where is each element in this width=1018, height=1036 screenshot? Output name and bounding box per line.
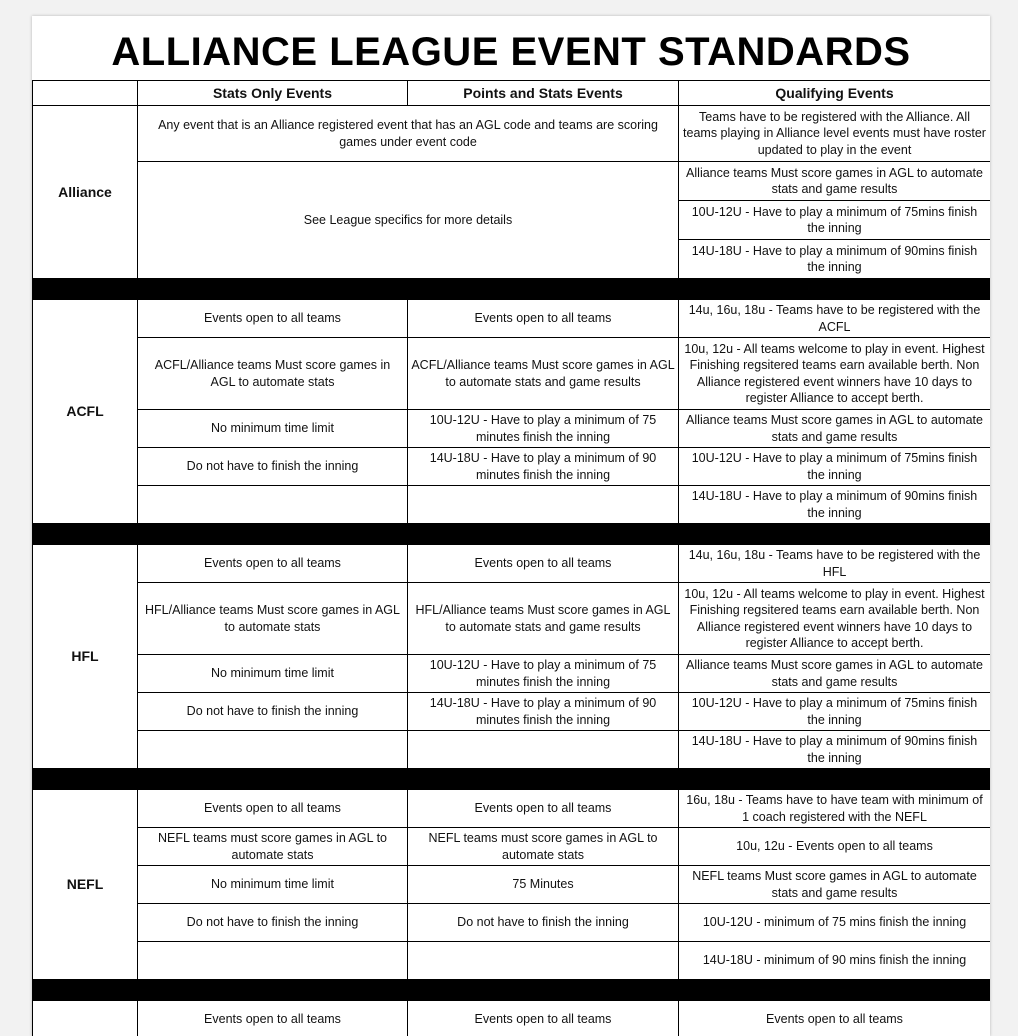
acfl-row [33, 448, 991, 486]
hfl-stats-cell: Do not have to finish the inning [138, 693, 408, 731]
hfl-points-cell: 10U-12U - Have to play a minimum of 75 minutes finish the inning [408, 655, 679, 693]
header-qualifying: Qualifying Events [679, 81, 991, 106]
acfl-points-cell: 14U-18U - Have to play a minimum of 90 minutes finish the inning [408, 448, 679, 486]
nefl-qualifying-cell: 16u, 18u - Teams have to have team with minimum of 1 coach registered with the NEFL [679, 790, 991, 828]
nefl-row [33, 828, 991, 866]
hfl-row [33, 731, 991, 769]
hfl-stats-cell: HFL/Alliance teams Must score games in AGL to automate stats [138, 583, 408, 655]
next-points-cell: Events open to all teams [408, 1001, 679, 1036]
acfl-points-cell: ACFL/Alliance teams Must score games in AGL to automate stats and game results [408, 338, 679, 410]
alliance-row [33, 106, 991, 162]
alliance-qualifying-cell: 10U-12U - Have to play a minimum of 75mins finish the inning [679, 201, 991, 240]
hfl-row [33, 545, 991, 583]
acfl-row [33, 300, 991, 338]
alliance-qualifying-cell: Teams have to be registered with the Alliance. All teams playing in Alliance level events must have roster updated to play in the event [679, 106, 991, 162]
header-points-stats: Points and Stats Events [408, 81, 679, 106]
hfl-qualifying-cell: Alliance teams Must score games in AGL to automate stats and game results [679, 655, 991, 693]
hfl-points-cell [408, 731, 679, 769]
standards-table [32, 80, 990, 1036]
acfl-points-cell [408, 486, 679, 524]
acfl-points-cell: 10U-12U - Have to play a minimum of 75 minutes finish the inning [408, 410, 679, 448]
section-separator [33, 980, 991, 1001]
hfl-qualifying-cell: 10u, 12u - All teams welcome to play in event. Highest Finishing regsitered teams earn available berth. Non Alliance registered event winners have 10 days to register Alliance to accept berth. [679, 583, 991, 655]
acfl-qualifying-cell: Alliance teams Must score games in AGL to automate stats and game results [679, 410, 991, 448]
section-separator [33, 279, 991, 300]
page-title: ALLIANCE LEAGUE EVENT STANDARDS [32, 16, 990, 80]
hfl-points-cell: HFL/Alliance teams Must score games in AGL to automate stats and game results [408, 583, 679, 655]
acfl-qualifying-cell: 10u, 12u - All teams welcome to play in event. Highest Finishing regsitered teams earn available berth. Non Alliance registered event winners have 10 days to register Alliance to accept berth. [679, 338, 991, 410]
acfl-row [33, 338, 991, 410]
acfl-stats-cell [138, 486, 408, 524]
nefl-qualifying-cell: 14U-18U - minimum of 90 mins finish the inning [679, 942, 991, 980]
next-qualifying-cell: Events open to all teams [679, 1001, 991, 1036]
acfl-points-cell: Events open to all teams [408, 300, 679, 338]
league-hfl: HFL [33, 545, 138, 769]
league-nefl: NEFL [33, 790, 138, 980]
nefl-stats-cell: NEFL teams must score games in AGL to automate stats [138, 828, 408, 866]
nefl-row [33, 866, 991, 904]
league-alliance: Alliance [33, 106, 138, 279]
document-page [32, 16, 990, 1036]
alliance-qualifying-cell: Alliance teams Must score games in AGL to automate stats and game results [679, 162, 991, 201]
nefl-qualifying-cell: NEFL teams Must score games in AGL to automate stats and game results [679, 866, 991, 904]
nefl-row [33, 904, 991, 942]
nefl-stats-cell: No minimum time limit [138, 866, 408, 904]
acfl-stats-cell: ACFL/Alliance teams Must score games in AGL to automate stats [138, 338, 408, 410]
nefl-qualifying-cell: 10U-12U - minimum of 75 mins finish the inning [679, 904, 991, 942]
nefl-stats-cell [138, 942, 408, 980]
nefl-row [33, 790, 991, 828]
hfl-qualifying-cell: 14U-18U - Have to play a minimum of 90mins finish the inning [679, 731, 991, 769]
alliance-qualifying-cell: 14U-18U - Have to play a minimum of 90mins finish the inning [679, 240, 991, 279]
section-separator [33, 769, 991, 790]
acfl-qualifying-cell: 10U-12U - Have to play a minimum of 75mins finish the inning [679, 448, 991, 486]
alliance-general: Any event that is an Alliance registered event that has an AGL code and teams are scoring games under event code [138, 106, 679, 162]
hfl-stats-cell [138, 731, 408, 769]
alliance-row [33, 162, 991, 201]
hfl-row [33, 583, 991, 655]
nefl-points-cell: Do not have to finish the inning [408, 904, 679, 942]
acfl-stats-cell: Events open to all teams [138, 300, 408, 338]
nefl-stats-cell: Events open to all teams [138, 790, 408, 828]
acfl-row [33, 486, 991, 524]
nefl-row [33, 942, 991, 980]
league-acfl: ACFL [33, 300, 138, 524]
alliance-specifics: See League specifics for more details [138, 162, 679, 279]
acfl-qualifying-cell: 14U-18U - Have to play a minimum of 90mins finish the inning [679, 486, 991, 524]
acfl-qualifying-cell: 14u, 16u, 18u - Teams have to be registered with the ACFL [679, 300, 991, 338]
header-stats-only: Stats Only Events [138, 81, 408, 106]
header-row [33, 81, 991, 106]
nefl-stats-cell: Do not have to finish the inning [138, 904, 408, 942]
nefl-points-cell: NEFL teams must score games in AGL to automate stats [408, 828, 679, 866]
next-league-cell [33, 1001, 138, 1036]
acfl-stats-cell: No minimum time limit [138, 410, 408, 448]
header-blank [33, 81, 138, 106]
acfl-stats-cell: Do not have to finish the inning [138, 448, 408, 486]
next-row [33, 1001, 991, 1036]
hfl-points-cell: Events open to all teams [408, 545, 679, 583]
nefl-points-cell: 75 Minutes [408, 866, 679, 904]
hfl-points-cell: 14U-18U - Have to play a minimum of 90 minutes finish the inning [408, 693, 679, 731]
acfl-row [33, 410, 991, 448]
hfl-row [33, 693, 991, 731]
nefl-points-cell: Events open to all teams [408, 790, 679, 828]
nefl-points-cell [408, 942, 679, 980]
nefl-qualifying-cell: 10u, 12u - Events open to all teams [679, 828, 991, 866]
hfl-stats-cell: No minimum time limit [138, 655, 408, 693]
hfl-stats-cell: Events open to all teams [138, 545, 408, 583]
hfl-qualifying-cell: 14u, 16u, 18u - Teams have to be registered with the HFL [679, 545, 991, 583]
section-separator [33, 524, 991, 545]
hfl-row [33, 655, 991, 693]
next-stats-cell: Events open to all teams [138, 1001, 408, 1036]
hfl-qualifying-cell: 10U-12U - Have to play a minimum of 75mins finish the inning [679, 693, 991, 731]
